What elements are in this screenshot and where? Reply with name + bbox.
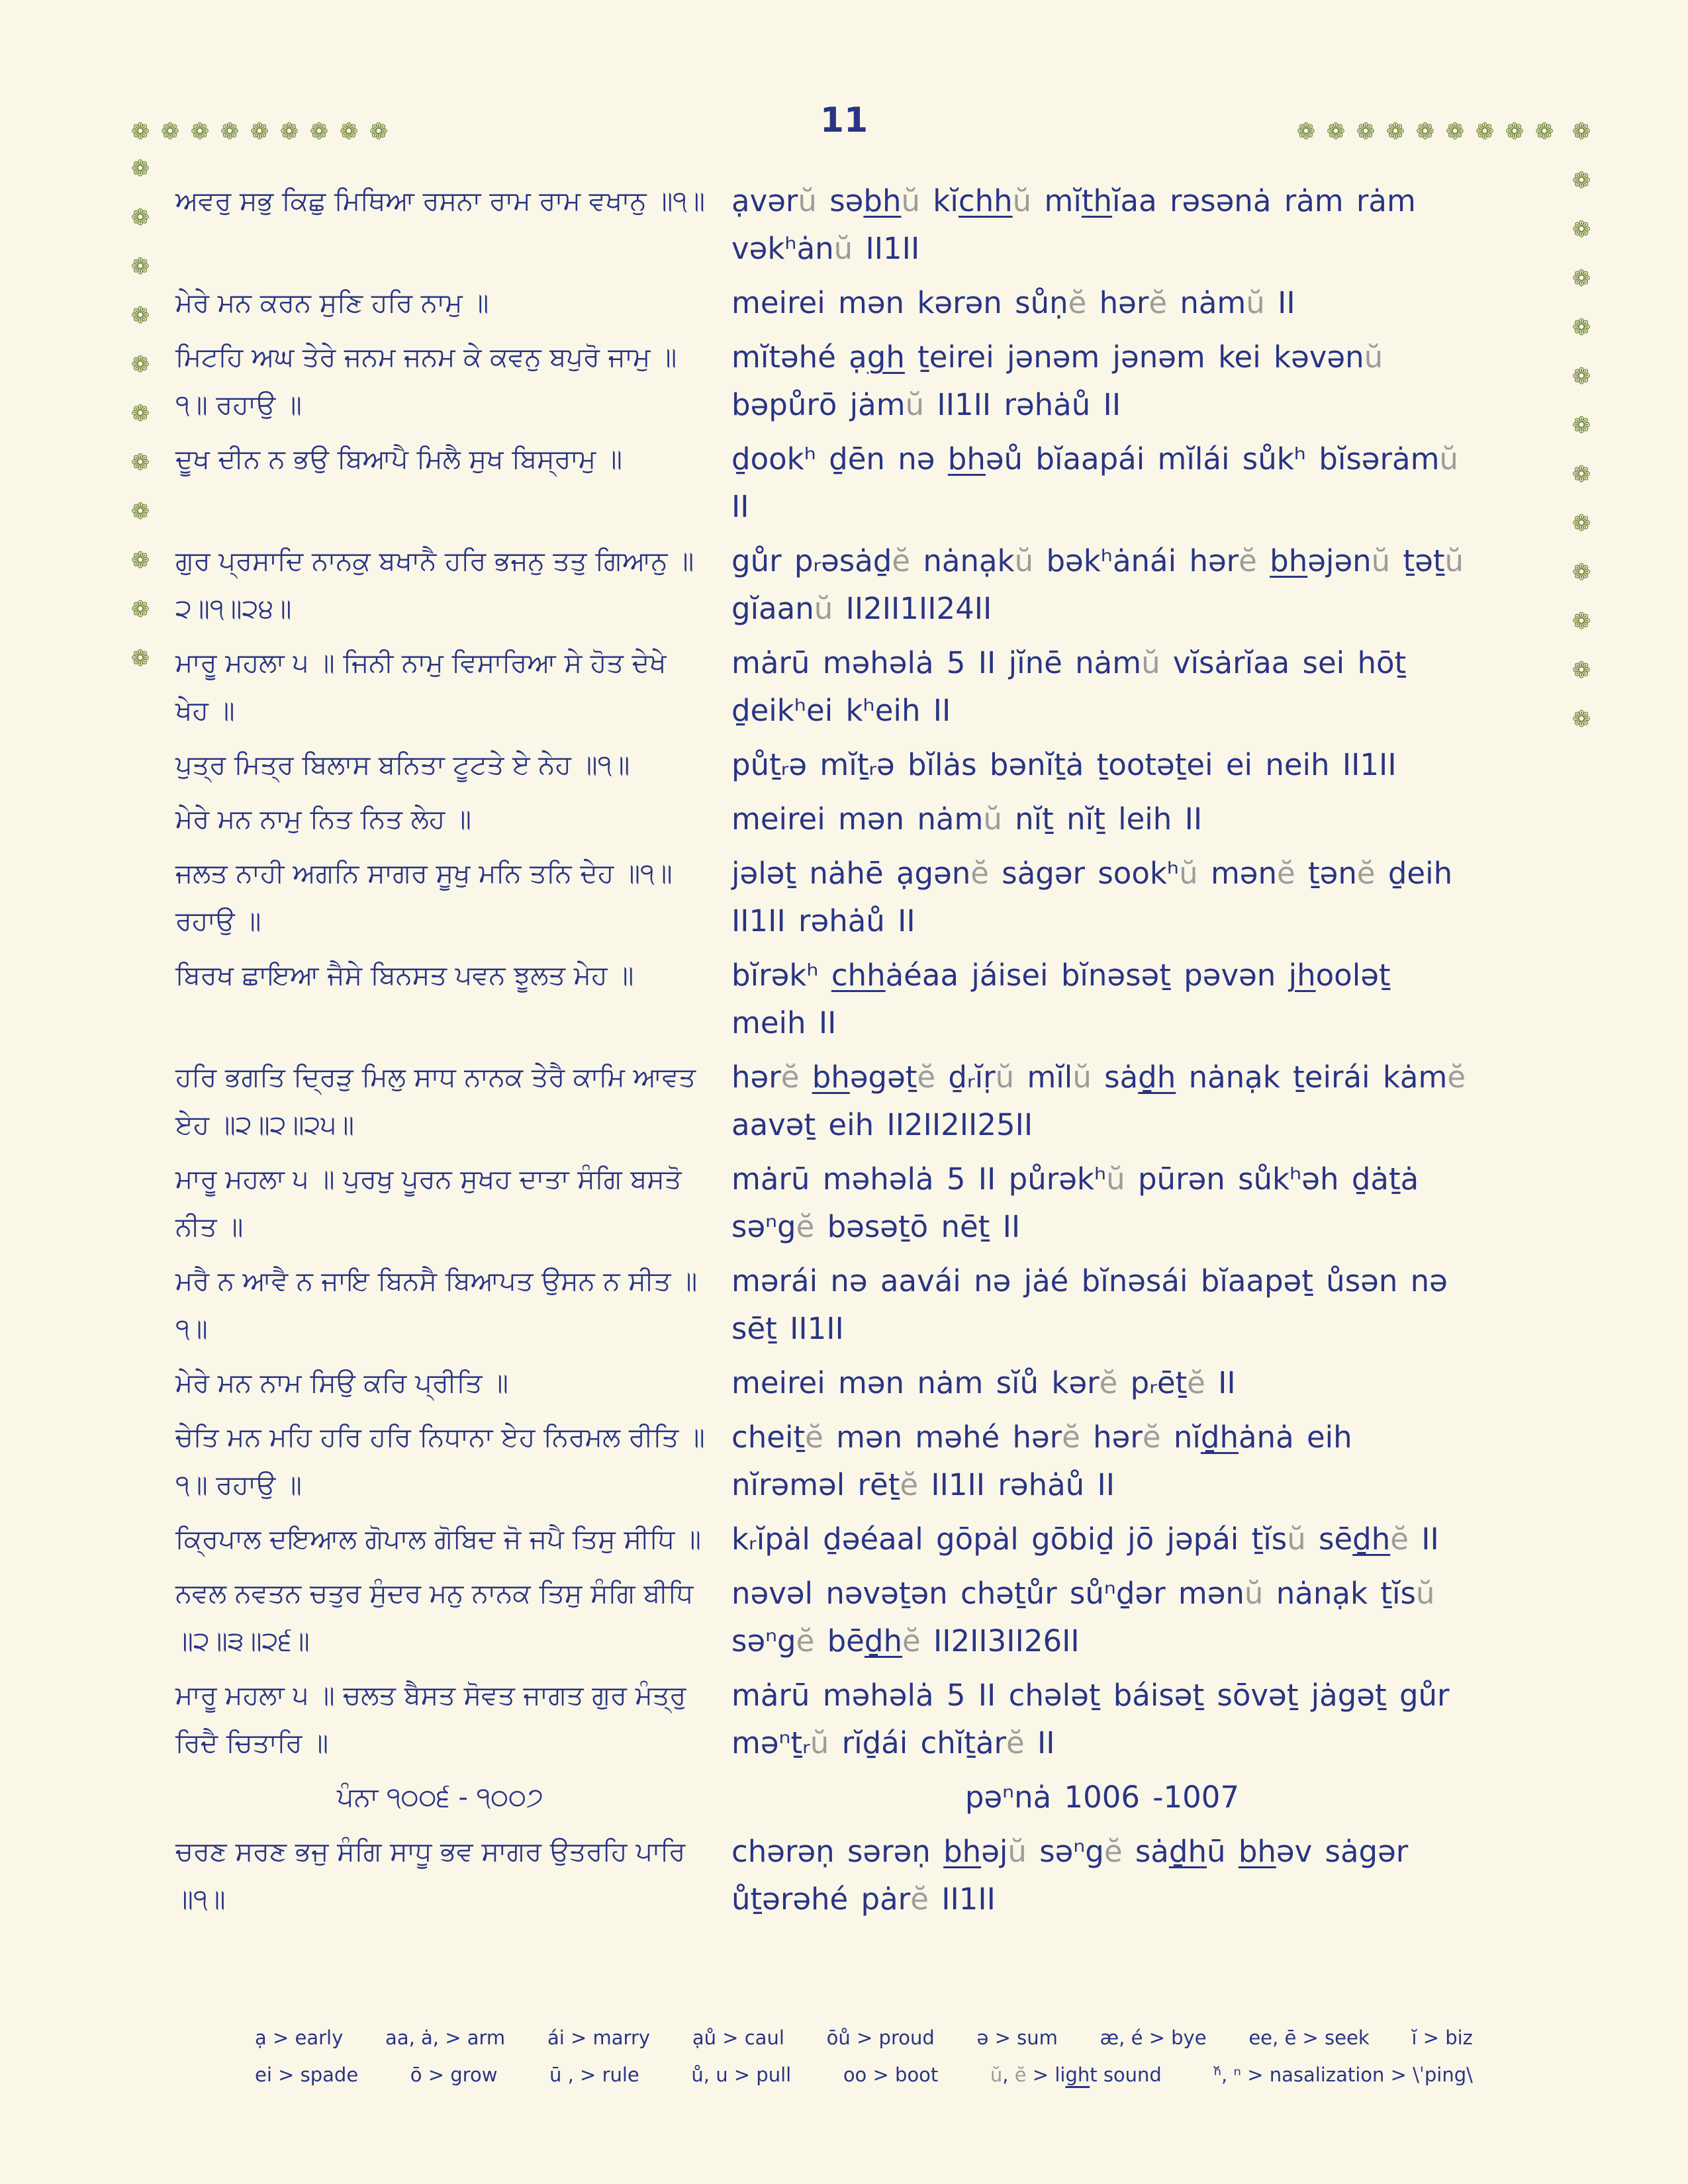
gurmukhi-line: ਅਵਰੁ ਸਭੁ ਕਿਛੁ ਮਿਥਿਆ ਰਸਨਾ ਰਾਮ ਰਾਮ ਵਖਾਨੁ ॥੧॥ (175, 186, 705, 216)
flower-icon: ❁ (1571, 706, 1591, 733)
pronunciation-key-item: ee, ē > seek (1248, 2026, 1370, 2049)
pronunciation-key-item: ů, u > pull (691, 2064, 792, 2086)
verse-row (175, 1054, 1473, 1149)
flower-icon: ❁ (160, 118, 180, 145)
flower-icon: ❁ (1475, 118, 1495, 145)
transliteration-line: gůr pᵣəsȧḏĕ nȧnạkŭ bəkʰȧnái hərĕ bhəjənŭ ṯəṯŭ gĭaanŭ II2II1II24II (731, 543, 1464, 626)
transliteration-line: půṯᵣə mĭṯᵣə bĭlȧs bənĭṯȧ ṯootəṯei ei neih II1II (731, 747, 1397, 782)
transliteration-line: kᵣĭpȧl ḏəéaal gōpȧl gōbiḏ jō jəpái ṯĭsŭ sēḏhĕ II (731, 1522, 1439, 1557)
flower-icon: ❁ (1445, 118, 1465, 145)
verse-grid (175, 177, 1473, 1930)
flower-icon: ❁ (1571, 314, 1591, 341)
flower-icon: ❁ (1505, 118, 1524, 145)
pronunciation-key-item: ei > spade (255, 2064, 359, 2086)
gurmukhi-line: ਨਵਲ ਨਵਤਨ ਚਤੁਰ ਸੁੰਦਰ ਮਨੁ ਨਾਨਕ ਤਿਸੁ ਸੰਗਿ ਬੀਧਿ ॥੨॥੩॥੨੬॥ (175, 1578, 694, 1657)
verse-row (175, 1414, 1473, 1509)
page-reference-row (175, 1774, 1473, 1821)
transliteration-line: mȧrū məhəlȧ 5 II chələṯ báisəṯ sōvəṯ jȧgəṯ gůr məⁿṯᵣŭ rĭḏái chĭṯȧrĕ II (731, 1678, 1450, 1760)
transliteration-line: jələṯ nȧhē ạgənĕ sȧgər sookʰŭ mənĕ ṯənĕ ḏeih II1II rəhȧů II (731, 856, 1453, 938)
flower-icon: ❁ (130, 498, 150, 525)
gurmukhi-line: ਮਰੈ ਨ ਆਵੈ ਨ ਜਾਇ ਬਿਨਸੈ ਬਿਆਪਤ ਉਸਨ ਨ ਸੀਤ ॥੧॥ (175, 1266, 698, 1344)
gurmukhi-line: ਪੰਨਾ ੧੦੦੬ - ੧੦੦੭ (337, 1782, 543, 1813)
gurmukhi-line: ਪੁਤ੍ਰ ਮਿਤ੍ਰ ਬਿਲਾਸ ਬਨਿਤਾ ਟੂਟਤੇ ਏ ਨੇਹ ॥੧॥ (175, 750, 630, 780)
gurmukhi-line: ਮੇਰੇ ਮਨ ਨਾਮ ਸਿਉ ਕਰਿ ਪ੍ਰੀਤਿ ॥ (175, 1368, 508, 1398)
flower-icon: ❁ (1571, 510, 1591, 537)
verse-row (175, 639, 1473, 735)
transliteration-line: mȧrū məhəlȧ 5 II jĭnē nȧmŭ vĭsȧrĭaa sei hōṯ ḏeikʰei kʰeih II (731, 645, 1407, 728)
pronunciation-key-item: ạů > caul (692, 2026, 784, 2049)
pronunciation-key-item: ū , > rule (549, 2064, 639, 2086)
flower-icon: ❁ (1385, 118, 1405, 145)
flower-icon: ❁ (250, 118, 269, 145)
verse-row (175, 435, 1473, 531)
gurmukhi-line: ਮਾਰੂ ਮਹਲਾ ੫ ॥ ਚਲਤ ਬੈਸਤ ਸੋਵਤ ਜਾਗਤ ਗੁਰ ਮੰਤ੍ਰੁ ਰਿਦੈ ਚਿਤਾਰਿ ॥ (175, 1680, 686, 1758)
transliteration-line: meirei mən nȧmŭ nĭṯ nĭṯ leih II (731, 801, 1203, 837)
flower-icon: ❁ (130, 547, 150, 574)
pronunciation-key-item: æ, é > bye (1100, 2026, 1207, 2049)
pronunciation-key-item: ái > marry (547, 2026, 651, 2049)
flower-icon: ❁ (130, 302, 150, 329)
flower-icon: ❁ (130, 253, 150, 280)
verse-row (175, 279, 1473, 327)
verse-row (175, 741, 1473, 789)
verse-row (175, 1516, 1473, 1563)
transliteration-line: meirei mən nȧm sĭů kərĕ pᵣēṯĕ II (731, 1365, 1236, 1400)
transliteration-line: pəⁿnȧ 1006 -1007 (964, 1780, 1240, 1815)
pronunciation-key-item: ōů > proud (826, 2026, 935, 2049)
flower-icon: ❁ (1571, 167, 1591, 194)
verse-row (175, 796, 1473, 843)
verse-row (175, 1156, 1473, 1251)
ornament-row-top-right (1295, 120, 1556, 143)
flower-icon: ❁ (130, 156, 150, 182)
pronunciation-key-item: aa, ȧ, > arm (385, 2026, 506, 2049)
flower-icon: ❁ (1571, 608, 1591, 635)
verse-row (175, 952, 1473, 1047)
gurmukhi-line: ਮਾਰੂ ਮਹਲਾ ੫ ॥ ਪੁਰਖੁ ਪੂਰਨ ਸੁਖਹ ਦਾਤਾ ਸੰਗਿ ਬਸਤੋ ਨੀਤ ॥ (175, 1164, 682, 1242)
flower-icon: ❁ (1534, 118, 1554, 145)
flower-icon: ❁ (309, 118, 329, 145)
gurmukhi-line: ਕ੍ਰਿਪਾਲ ਦਇਆਲ ਗੋਪਾਲ ਗੋਬਿਦ ਜੋ ਜਪੈ ਤਿਸੁ ਸੀਧਿ ॥ (175, 1524, 701, 1555)
transliteration-line: bĭrəkʰ chhȧéaa jáisei bĭnəsəṯ pəvən jhooləṯ meih II (731, 958, 1391, 1040)
transliteration-line: chərəṇ sərəṇ bhəjŭ səⁿgĕ sȧḏhū bhəv sȧgər ůṯərəhé pȧrĕ II1II (731, 1834, 1409, 1917)
gurmukhi-line: ਗੁਰ ਪ੍ਰਸਾਦਿ ਨਾਨਕੁ ਬਖਾਨੈ ਹਰਿ ਭਜਨੁ ਤਤੁ ਗਿਆਨੁ ॥੨॥੧॥੨੪॥ (175, 546, 694, 624)
gurmukhi-line: ਚਰਣ ਸਰਣ ਭਜੁ ਸੰਗਿ ਸਾਧੂ ਭਵ ਸਾਗਰ ਉਤਰਹਿ ਪਾਰਿ ॥੧॥ (175, 1837, 686, 1915)
flower-icon: ❁ (1571, 118, 1591, 145)
pronunciation-key-row-2 (0, 2064, 1688, 2086)
gurmukhi-line: ਦੂਖ ਦੀਨ ਨ ਭਉ ਬਿਆਪੈ ਮਿਲੈ ਸੁਖ ਬਿਸ੍ਰਾਮੁ ॥ (175, 444, 622, 475)
transliteration-line: mȧrū məhəlȧ 5 II půrəkʰŭ pūrən sůkʰəh ḏȧṯȧ səⁿgĕ bəsəṯō nēṯ II (731, 1161, 1419, 1244)
gurmukhi-line: ਮੇਰੇ ਮਨ ਨਾਮੁ ਨਿਤ ਨਿਤ ਲੇਹ ॥ (175, 804, 472, 835)
ornament-column-left (129, 158, 152, 670)
flower-icon: ❁ (130, 351, 150, 378)
flower-icon: ❁ (1571, 412, 1591, 439)
verse-row (175, 177, 1473, 273)
pronunciation-key-item: ŭ, ĕ > light sound (990, 2064, 1162, 2086)
flower-icon: ❁ (1296, 118, 1316, 145)
flower-icon: ❁ (1356, 118, 1376, 145)
gurmukhi-line: ਮਿਟਹਿ ਅਘ ਤੇਰੇ ਜਨਮ ਜਨਮ ਕੇ ਕਵਨੁ ਬਪੁਰੋ ਜਾਮੁ ॥੧॥ ਰਹਾਉ ॥ (175, 342, 677, 420)
verse-row (175, 1672, 1473, 1767)
flower-icon: ❁ (130, 205, 150, 231)
gurmukhi-line: ਬਿਰਖ ਛਾਇਆ ਜੈਸੇ ਬਿਨਸਤ ਪਵਨ ਝੂਲਤ ਮੇਹ ॥ (175, 960, 634, 991)
flower-icon: ❁ (190, 118, 210, 145)
verse-row (175, 1257, 1473, 1353)
pronunciation-key-item: ə > sum (976, 2026, 1058, 2049)
pronunciation-key-item: ạ > early (255, 2026, 344, 2049)
ornament-row-top-left (129, 120, 390, 143)
transliteration-line: nəvəl nəvəṯən chəṯůr sůⁿḏər mənŭ nȧnạk ṯĭsŭ səⁿgĕ bēḏhĕ II2II3II26II (731, 1576, 1435, 1659)
verse-row (175, 1359, 1473, 1407)
flower-icon: ❁ (130, 645, 150, 672)
verse-row (175, 850, 1473, 945)
ornament-column-right (1570, 120, 1593, 731)
flower-icon: ❁ (339, 118, 359, 145)
flower-icon: ❁ (279, 118, 299, 145)
transliteration-line: ḏookʰ ḏēn nə bhəů bĭaapái mĭlái sůkʰ bĭsərȧmŭ II (731, 441, 1458, 524)
flower-icon: ❁ (1571, 216, 1591, 243)
flower-icon: ❁ (1415, 118, 1435, 145)
gurmukhi-line: ਹਰਿ ਭਗਤਿ ਦ੍ਰਿੜੁ ਮਿਲੁ ਸਾਧ ਨਾਨਕ ਤੇਰੈ ਕਾਮਿ ਆਵਤ ਏਹ ॥੨॥੨॥੨੫॥ (175, 1062, 696, 1140)
gurmukhi-line: ਜਲਤ ਨਾਹੀ ਅਗਨਿ ਸਾਗਰ ਸੂਖੁ ਮਨਿ ਤਨਿ ਦੇਹ ॥੧॥ ਰਹਾਉ ॥ (175, 858, 673, 936)
verse-row (175, 334, 1473, 429)
flower-icon: ❁ (1571, 559, 1591, 586)
gurmukhi-line: ਮੇਰੇ ਮਨ ਕਰਨ ਸੁਣਿ ਹਰਿ ਨਾਮੁ ॥ (175, 288, 489, 318)
transliteration-line: mĭtəhé ạgh ṯeirei jənəm jənəm kei kəvənŭ bəpůrō jȧmŭ II1II rəhȧů II (731, 340, 1383, 422)
pronunciation-key-item: ⁿ̆, ⁿ > nasalization > \ˈping\ (1213, 2064, 1473, 2086)
pronunciation-key-item: ō > grow (410, 2064, 498, 2086)
transliteration-line: cheiṯĕ mən məhé hərĕ hərĕ nĭḏhȧnȧ eih nĭrəməl rēṯĕ II1II rəhȧů II (731, 1420, 1352, 1502)
verse-row (175, 1828, 1473, 1923)
transliteration-line: ạvərŭ səbhŭ kĭchhŭ mĭthĭaa rəsənȧ rȧm rȧm vəkʰȧnŭ II1II (731, 183, 1416, 266)
flower-icon: ❁ (130, 118, 150, 145)
flower-icon: ❁ (220, 118, 240, 145)
flower-icon: ❁ (1571, 265, 1591, 292)
flower-icon: ❁ (130, 596, 150, 623)
verse-row (175, 1570, 1473, 1665)
transliteration-line: mərái nə aavái nə jȧé bĭnəsái bĭaapəṯ ůsən nə sēṯ II1II (731, 1263, 1448, 1346)
gurmukhi-line: ਚੇਤਿ ਮਨ ਮਹਿ ਹਰਿ ਹਰਿ ਨਿਧਾਨਾ ਏਹ ਨਿਰਮਲ ਰੀਤਿ ॥੧॥ ਰਹਾਉ ॥ (175, 1422, 705, 1500)
flower-icon: ❁ (130, 400, 150, 427)
transliteration-line: hərĕ bhəgəṯĕ ḏᵣĭṛŭ mĭlŭ sȧḏh nȧnạk ṯeirái kȧmĕ aavəṯ eih II2II2II25II (731, 1060, 1466, 1142)
pronunciation-key-item: oo > boot (843, 2064, 939, 2086)
flower-icon: ❁ (1326, 118, 1346, 145)
verse-row (175, 537, 1473, 633)
pronunciation-key-row-1 (0, 2026, 1688, 2049)
page-number: 11 (820, 101, 868, 140)
flower-icon: ❁ (1571, 363, 1591, 390)
transliteration-line: meirei mən kərən sůṇĕ hərĕ nȧmŭ II (731, 285, 1295, 320)
gurmukhi-line: ਮਾਰੂ ਮਹਲਾ ੫ ॥ ਜਿਨੀ ਨਾਮੁ ਵਿਸਾਰਿਆ ਸੇ ਹੋਤ ਦੇਖੇ ਖੇਹ ॥ (175, 648, 667, 726)
pronunciation-key-item: ĭ > biz (1411, 2026, 1473, 2049)
flower-icon: ❁ (1571, 657, 1591, 684)
flower-icon: ❁ (1571, 461, 1591, 488)
flower-icon: ❁ (130, 449, 150, 476)
flower-icon: ❁ (369, 118, 389, 145)
